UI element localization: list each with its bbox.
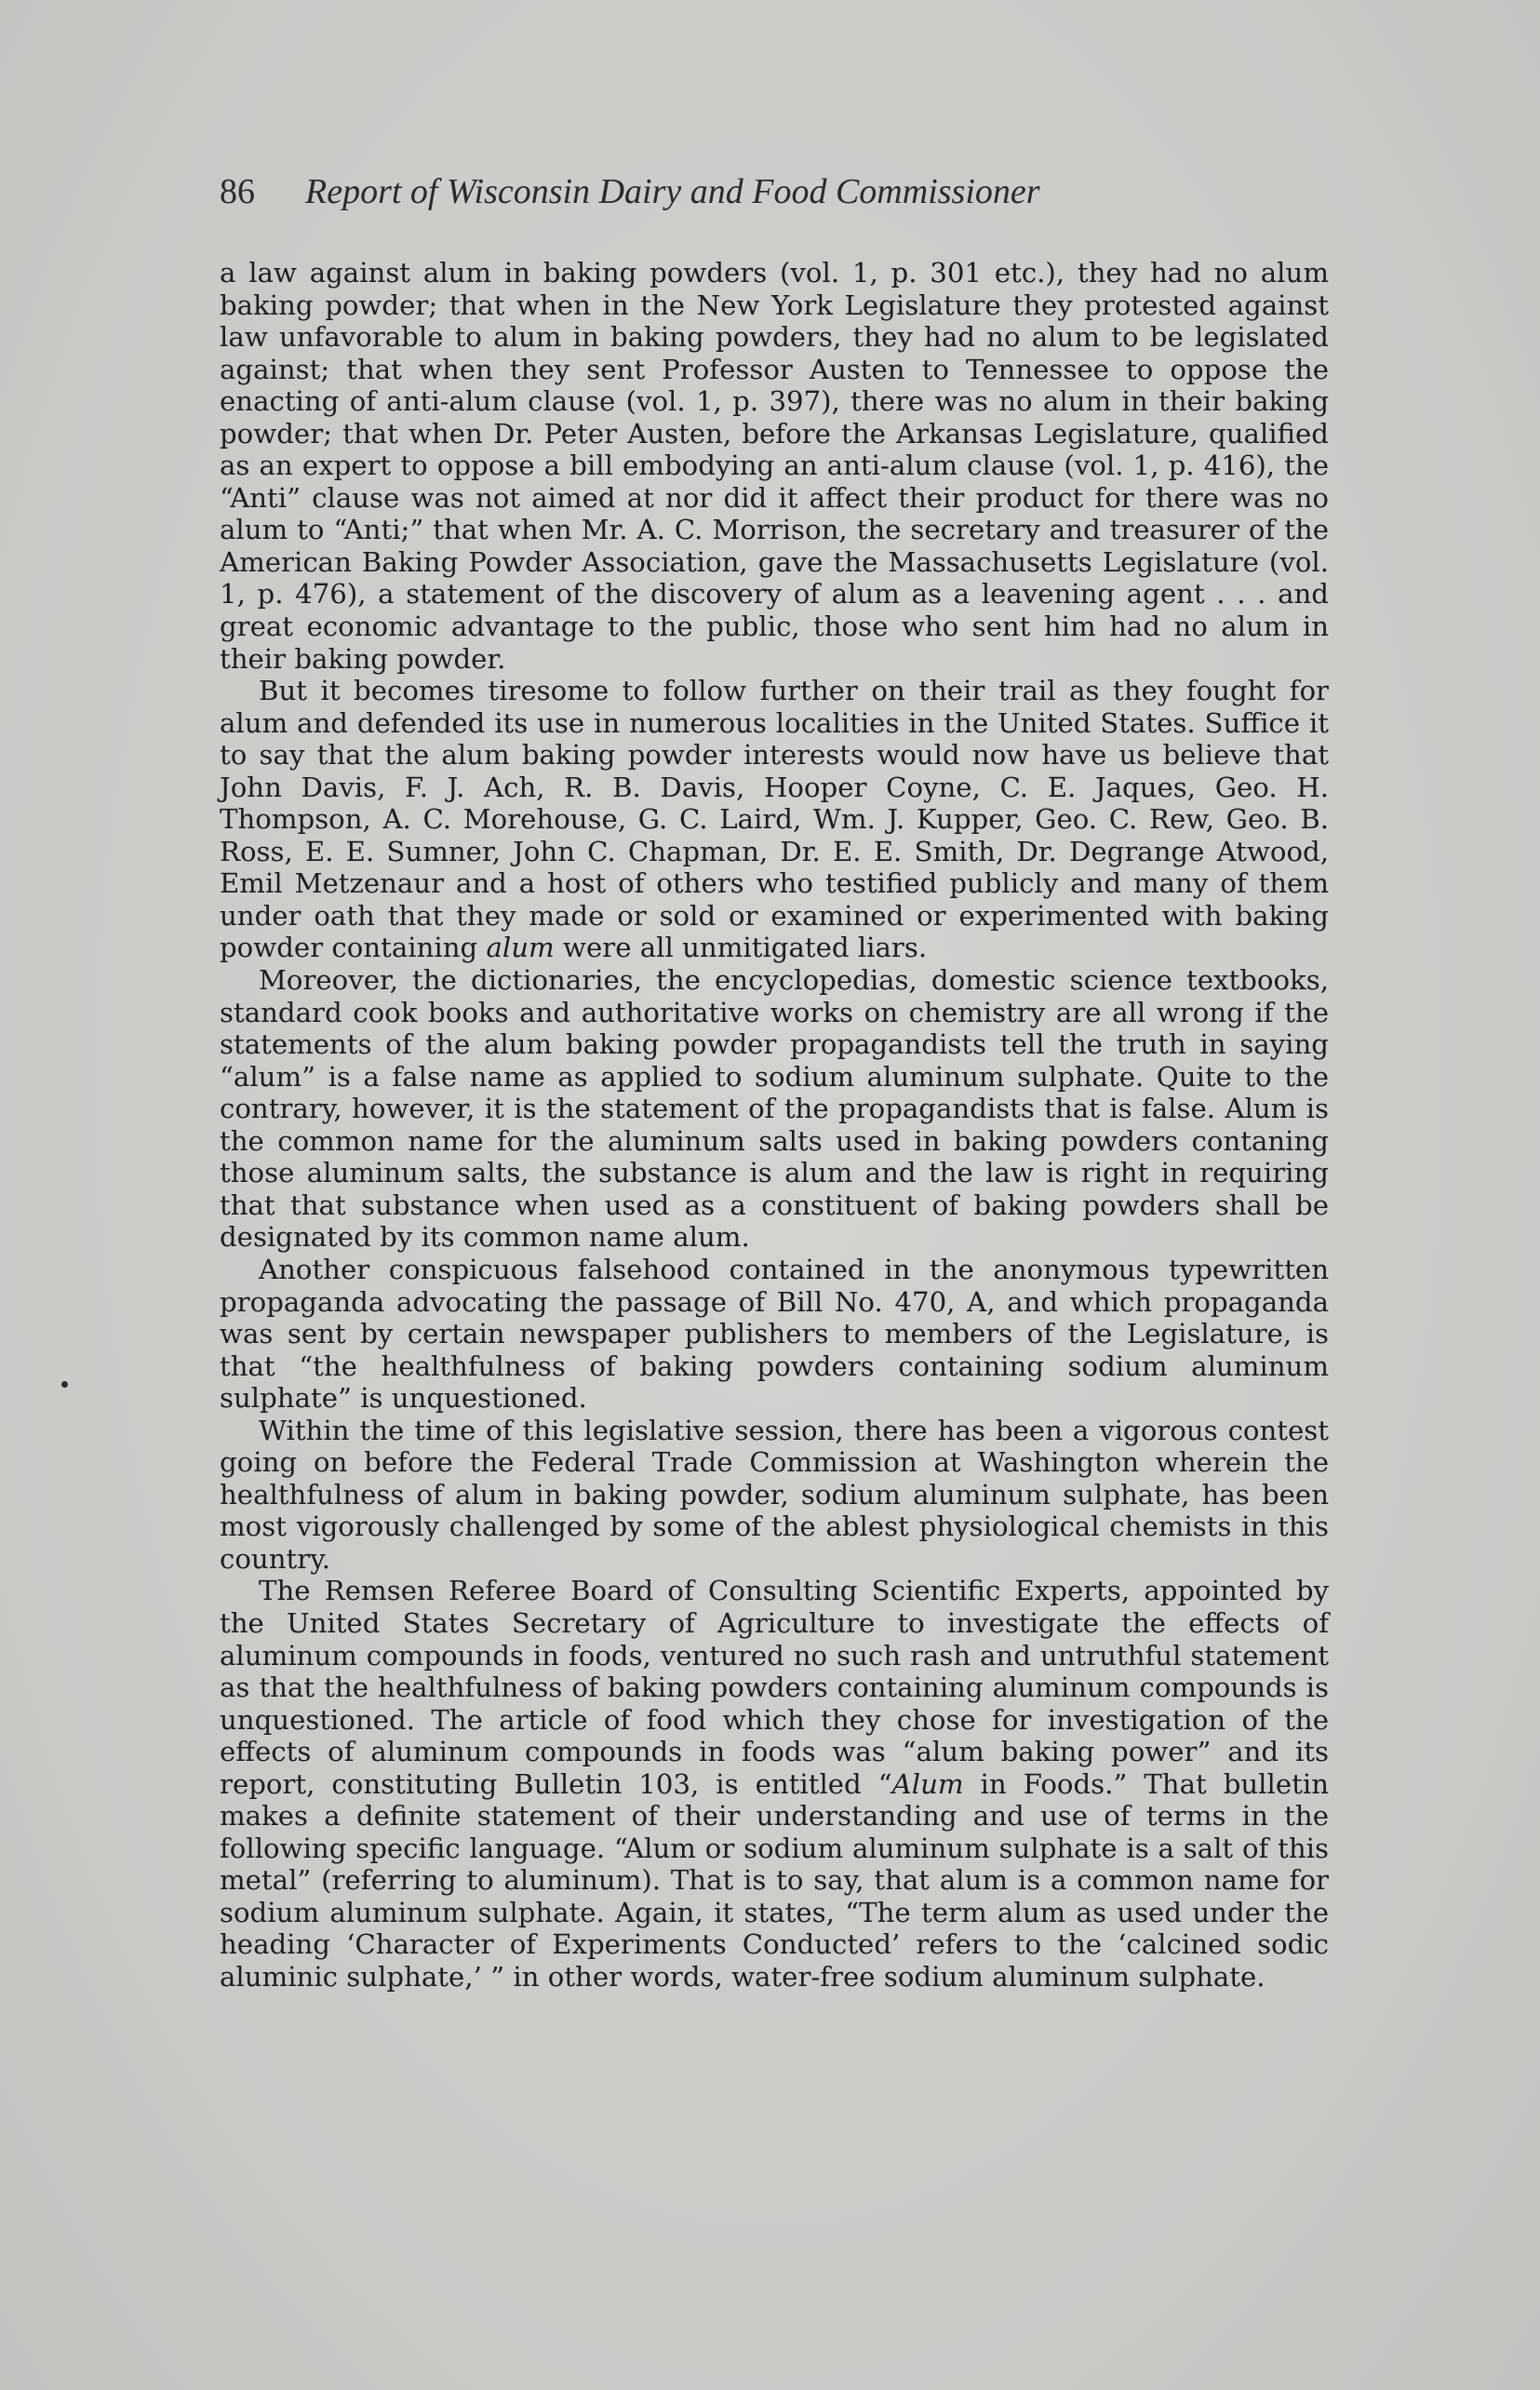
paragraph <box>220 964 1329 1254</box>
paragraph-text: were all unmitigated liars. <box>554 932 928 964</box>
running-head <box>220 166 1327 218</box>
paragraph <box>220 1575 1329 1993</box>
margin-dot-mark <box>61 1381 68 1388</box>
paragraph <box>220 1254 1329 1415</box>
paragraph-text: Another conspicuous falsehood contained in the anonymous typewritten propaganda advocating the passage of Bill No. 470, A, and which propaganda was sent by certain newspaper publishers to members of the Legislature, is that “the healthfulness of baking powders containing sodium aluminum sulphate” is unquestioned. <box>220 1253 1329 1415</box>
italic-term: alum <box>486 932 555 964</box>
paragraph-text: But it becomes tiresome to follow further on their trail as they fought for alum and defended its use in numerous localities in the United States. Suffice it to say that the alum baking powder interests would now have us believe that John Davis, F. J. Ach, R. B. Davis, Hooper Coyne, C. E. Jaques, Geo. H. Thompson, A. C. Morehouse, G. C. Laird, Wm. J. Kupper, Geo. C. Rew, Geo. B. Ross, E. E. Sumner, John C. Chapman, Dr. E. E. Smith, Dr. Degrange Atwood, Emil Metzenaur and a host of others who testified publicly and many of them under oath that they made or sold or examined or experimented with baking powder containing <box>220 675 1329 964</box>
paragraph-text: a law against alum in baking powders (vol. 1, p. 301 etc.), they had no alum baking powder; that when in the New York Legislature they protested against law unfavorable to alum in baking powders, they had no alum to be legislated against; that when they sent Professor Austen to Tennessee to oppose the enacting of anti-alum clause (vol. 1, p. 397), there was no alum in their baking powder; that when Dr. Peter Austen, before the Arkansas Legislature, qualified as an expert to oppose a bill embodying an anti-alum clause (vol. 1, p. 416), the “Anti” clause was not aimed at nor did it affect their product for there was no alum to “Anti;” that when Mr. A. C. Morrison, the secretary and treasurer of the American Baking Powder Association, gave the Massachusetts Legislature (vol. 1, p. 476), a statement of the discovery of alum as a leavening agent . . . and great economic advantage to the public, those who sent him had no alum in their baking powder. <box>220 257 1329 675</box>
paragraph-text: Moreover, the dictionaries, the encyclopedias, domestic science textbooks, standard cook books and authoritative works on chemistry are all wrong if the statements of the alum baking powder propagandists tell the truth in saying “alum” is a false name as applied to sodium aluminum sulphate. Quite to the contrary, however, it is the statement of the propagandists that is false. Alum is the common name for the aluminum salts used in baking powders contaning those aluminum salts, the substance is alum and the law is right in requiring that that substance when used as a constituent of baking powders shall be designated by its common name alum. <box>220 964 1329 1254</box>
running-title: Report of Wisconsin Dairy and Food Commissioner <box>305 172 1040 211</box>
paragraph <box>220 675 1329 964</box>
paragraph-text: in Foods.” That bulletin makes a definite statement of their understanding and use of terms in the following specific language. “Alum or sodium aluminum sulphate is a salt of this metal” (referring to aluminum). That is to say, that alum is a common name for sodium aluminum sulphate. Again, it states, “The term alum as used under the heading ‘Character of Experiments Conducted’ refers to the ‘calcined sodic aluminic sulphate,’ ” in other words, water-free sodium aluminum sulphate. <box>220 1767 1329 1993</box>
paragraph-text: The Remsen Referee Board of Consulting Scientific Experts, appointed by the United States Secretary of Agriculture to investigate the effects of aluminum compounds in foods, ventured no such rash and untruthful statement as that the healthfulness of baking powders containing aluminum compounds is unquestioned. The article of food which they chose for investigation of the effects of aluminum compounds in foods was “alum baking power” and its report, constituting Bulletin 103, is entitled “ <box>220 1575 1329 1800</box>
paragraph <box>220 257 1329 675</box>
page-number: 86 <box>220 172 255 211</box>
paragraph-text: Within the time of this legislative session, there has been a vigorous contest going on before the Federal Trade Commission at Washington wherein the healthfulness of alum in baking powder, sodium aluminum sulphate, has been most vigorously challenged by some of the ablest physiological chemists in this country. <box>220 1414 1329 1575</box>
paragraph <box>220 1415 1329 1576</box>
italic-term: Alum <box>891 1767 964 1800</box>
body-text <box>220 257 1329 1994</box>
